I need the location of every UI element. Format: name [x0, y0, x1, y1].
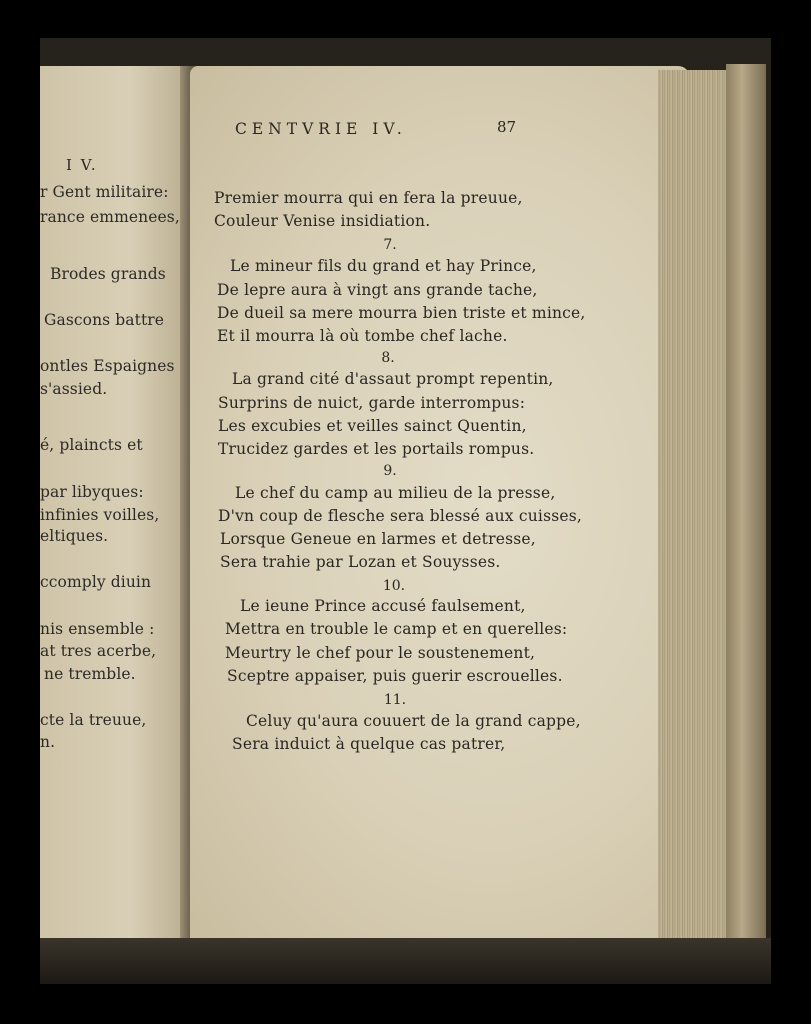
verse-line: La grand cité d'assaut prompt repentin,	[232, 370, 554, 388]
left-line: eltiques.	[40, 527, 109, 545]
quatrain-number: 7.	[383, 237, 397, 253]
verse-line: Sera induict à quelque cas patrer,	[232, 735, 506, 753]
left-line: at tres acerbe,	[40, 642, 157, 660]
left-line: ontles Espaignes	[40, 357, 175, 375]
left-line: Brodes grands	[50, 265, 166, 283]
verse-line: Sera trahie par Lozan et Souysses.	[220, 553, 501, 571]
left-line: infinies voilles,	[40, 506, 160, 524]
left-line: ne tremble.	[44, 665, 136, 683]
left-line: n.	[40, 733, 56, 751]
verse-line: Lorsque Geneue en larmes et detresse,	[220, 530, 536, 548]
left-line: é, plaincts et	[40, 436, 143, 454]
left-line: Gascons battre	[44, 311, 165, 329]
left-line: par libyques:	[40, 483, 144, 501]
verse-line: Le chef du camp au milieu de la presse,	[235, 484, 556, 502]
left-running-head: I V.	[66, 156, 98, 174]
verse-line: Mettra en trouble le camp et en querelles:	[225, 620, 568, 638]
verse-line: Celuy qu'aura couuert de la grand cappe,	[246, 712, 581, 730]
verse-line: Et il mourra là où tombe chef lache.	[217, 327, 508, 345]
verse-line: Surprins de nuict, garde interrompus:	[218, 394, 526, 412]
left-line: cte la treuue,	[40, 711, 147, 729]
quatrain-number: 8.	[381, 350, 395, 366]
left-line: nis ensemble :	[40, 620, 155, 638]
verse-line: Couleur Venise insidiation.	[214, 212, 431, 230]
verse-line: Le ieune Prince accusé faulsement,	[240, 597, 526, 615]
verse-line: Le mineur fils du grand et hay Prince,	[230, 257, 537, 275]
left-line: r Gent militaire:	[40, 183, 169, 201]
verse-line: De lepre aura à vingt ans grande tache,	[217, 281, 538, 299]
verse-line: Sceptre appaiser, puis guerir escrouelles.	[227, 667, 563, 685]
left-line: ccomply diuin	[40, 573, 152, 591]
book-cover-edge	[726, 64, 766, 970]
verse-line: D'vn coup de flesche sera blessé aux cuisses,	[218, 507, 583, 525]
verse-line: Meurtry le chef pour le soustenement,	[225, 644, 536, 662]
quatrain-number: 10.	[382, 578, 406, 594]
left-line: rance emmenees,	[40, 208, 180, 226]
book-board-bottom	[40, 938, 771, 984]
verse-line: De dueil sa mere mourra bien triste et mince,	[217, 304, 586, 322]
verse-line: Les excubies et veilles sainct Quentin,	[218, 417, 527, 435]
verse-line: Trucidez gardes et les portails rompus.	[218, 440, 535, 458]
verse-line: Premier mourra qui en fera la preuue,	[214, 189, 523, 207]
left-line: s'assied.	[40, 380, 108, 398]
page-number: 87	[497, 118, 517, 136]
quatrain-number: 11.	[383, 692, 407, 708]
running-head: CENTVRIE IV.	[235, 120, 407, 138]
quatrain-number: 9.	[383, 463, 397, 479]
